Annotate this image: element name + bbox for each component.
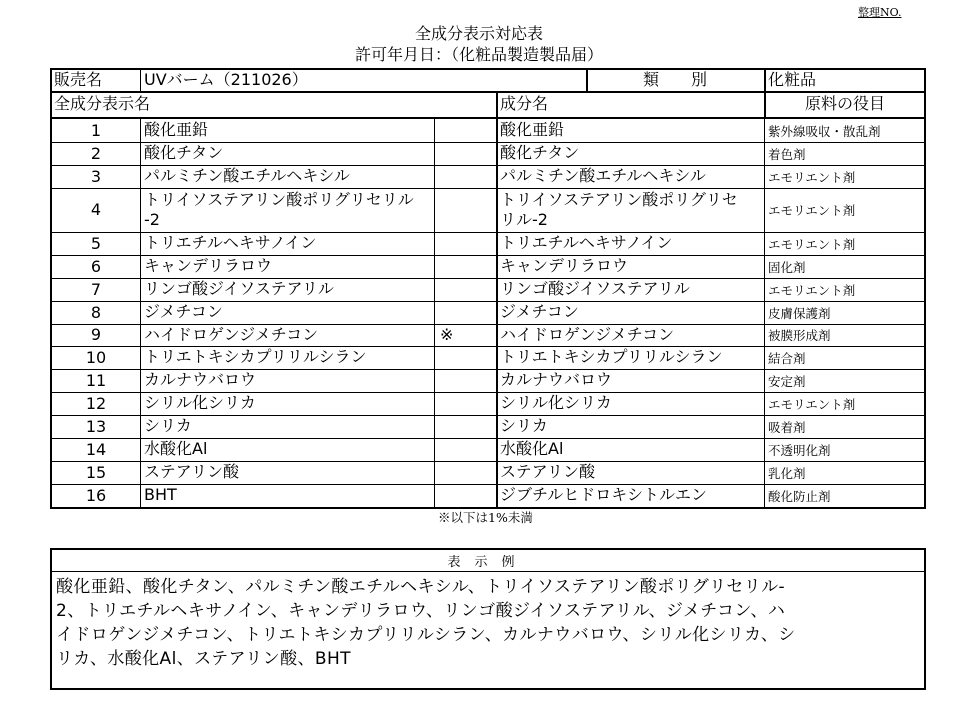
column-divider xyxy=(764,438,765,461)
threshold-mark: ※ xyxy=(440,325,454,344)
role-value: エモリエント剤 xyxy=(768,236,856,252)
column-divider xyxy=(496,301,498,324)
display-name: トリエトキシカプリリルシラン xyxy=(144,347,367,366)
ingredient-name-label: 成分名 xyxy=(500,94,549,113)
column-divider xyxy=(496,346,498,369)
column-divider xyxy=(496,392,498,415)
column-divider xyxy=(140,415,141,438)
row-rule xyxy=(50,188,926,189)
column-divider xyxy=(764,392,765,415)
row-number: 1 xyxy=(90,120,102,140)
column-divider xyxy=(140,165,141,188)
row-number: 5 xyxy=(90,233,102,253)
ingredient-name: シリカ xyxy=(500,416,548,435)
ingredient-name: 酸化亜鉛 xyxy=(500,120,565,139)
column-divider xyxy=(434,369,435,392)
ingredient-name: 水酸化Al xyxy=(500,439,564,458)
ingredient-name: ジメチコン xyxy=(500,302,579,321)
column-divider xyxy=(140,301,141,324)
column-divider xyxy=(434,232,435,255)
ingredient-name: リンゴ酸ジイソステアリル xyxy=(500,279,690,298)
example-heading: 表示例 xyxy=(447,555,529,570)
display-name: 水酸化Al xyxy=(144,439,208,458)
ingredient-name: キャンデリラロウ xyxy=(500,256,629,275)
role-value: 紫外線吸収・散乱剤 xyxy=(768,123,881,139)
column-divider xyxy=(434,392,435,415)
display-name: BHT xyxy=(144,485,177,504)
column-divider xyxy=(140,119,141,142)
column-divider xyxy=(140,346,141,369)
ingredient-name: トリエトキシカプリリルシラン xyxy=(500,347,723,366)
ingredient-name: カルナウバロウ xyxy=(500,370,613,389)
ingredient-name: リル-2 xyxy=(500,210,548,229)
role-value: エモリエント剤 xyxy=(768,203,856,218)
column-divider xyxy=(434,484,435,507)
header-divider xyxy=(140,68,141,91)
example-line: イドロゲンジメチコン、トリエトキシカプリリルシラン、カルナウバロウ、シリル化シリカ、シ xyxy=(56,625,796,645)
category-value: 化粧品 xyxy=(768,70,817,89)
column-divider xyxy=(764,278,765,301)
column-divider xyxy=(434,301,435,324)
column-divider xyxy=(496,119,498,142)
header-divider xyxy=(496,91,498,117)
column-divider xyxy=(140,438,141,461)
column-divider xyxy=(496,438,498,461)
column-divider xyxy=(140,232,141,255)
column-divider xyxy=(140,484,141,507)
row-number: 2 xyxy=(90,143,102,163)
display-name: トリイソステアリン酸ポリグリセリル xyxy=(144,190,414,209)
role-value: 乳化剤 xyxy=(768,465,806,481)
column-divider xyxy=(764,301,765,324)
role-value: エモリエント剤 xyxy=(768,169,856,185)
column-divider xyxy=(434,415,435,438)
column-divider xyxy=(764,142,765,165)
column-divider xyxy=(764,165,765,188)
column-divider xyxy=(764,232,765,255)
column-divider xyxy=(140,369,141,392)
header-rule xyxy=(50,117,926,119)
display-name: 酸化亜鉛 xyxy=(144,120,209,139)
row-number: 15 xyxy=(85,462,107,482)
column-divider xyxy=(434,188,435,232)
role-value: 酸化防止剤 xyxy=(768,488,831,504)
display-name: 酸化チタン xyxy=(144,143,224,162)
row-number: 12 xyxy=(85,393,107,413)
display-name: キャンデリラロウ xyxy=(144,256,273,275)
column-divider xyxy=(434,142,435,165)
header-rule xyxy=(50,91,926,93)
ingredient-name: ステアリン酸 xyxy=(500,462,596,481)
display-name: シリカ xyxy=(144,416,192,435)
column-divider xyxy=(764,188,765,232)
row-number: 6 xyxy=(90,256,102,276)
row-number: 11 xyxy=(85,370,107,390)
column-divider xyxy=(434,278,435,301)
display-name: シリル化シリカ xyxy=(144,393,256,412)
row-number: 8 xyxy=(90,302,102,322)
column-divider xyxy=(496,278,498,301)
document-number-label: 整理NO. xyxy=(858,6,902,19)
column-divider xyxy=(140,142,141,165)
column-divider xyxy=(140,324,141,346)
column-divider xyxy=(496,232,498,255)
example-line: リカ、水酸化Al、ステアリン酸、BHT xyxy=(56,649,351,669)
row-number: 14 xyxy=(85,439,107,459)
row-number: 4 xyxy=(90,200,102,219)
column-divider xyxy=(434,165,435,188)
column-divider xyxy=(496,484,498,507)
product-name: UVバーム（211026） xyxy=(144,70,308,89)
column-divider xyxy=(434,438,435,461)
column-divider xyxy=(764,484,765,507)
row-number: 9 xyxy=(90,325,102,344)
role-value: 安定剤 xyxy=(768,373,806,389)
ingredient-name: トリエチルヘキサノイン xyxy=(500,233,673,252)
example-divider xyxy=(52,571,924,572)
column-divider xyxy=(434,324,435,346)
column-divider xyxy=(140,278,141,301)
header-divider xyxy=(764,68,766,91)
column-divider xyxy=(496,415,498,438)
column-divider xyxy=(764,461,765,484)
role-value: エモリエント剤 xyxy=(768,282,856,298)
column-divider xyxy=(496,255,498,278)
footnote: ※以下は1%未満 xyxy=(438,510,533,525)
column-divider xyxy=(140,188,141,232)
role-value: 吸着剤 xyxy=(768,419,806,435)
column-divider xyxy=(764,346,765,369)
column-divider xyxy=(496,142,498,165)
column-divider xyxy=(764,119,765,142)
display-name: ハイドロゲンジメチコン xyxy=(144,325,319,344)
row-number: 7 xyxy=(90,279,102,299)
column-divider xyxy=(764,369,765,392)
header-divider xyxy=(586,68,588,91)
column-divider xyxy=(434,119,435,142)
display-name: トリエチルヘキサノイン xyxy=(144,233,317,252)
document-title: 全成分表示対応表 xyxy=(414,24,543,43)
column-divider xyxy=(140,461,141,484)
category-label: 類 別 xyxy=(642,70,707,89)
role-value: 不透明化剤 xyxy=(768,442,831,458)
column-divider xyxy=(764,324,765,346)
column-divider xyxy=(434,255,435,278)
display-name: パルミチン酸エチルヘキシル xyxy=(144,166,350,185)
role-value: エモリエント剤 xyxy=(768,396,856,412)
ingredient-name: パルミチン酸エチルヘキシル xyxy=(500,166,706,185)
role-value: 固化剤 xyxy=(768,259,806,275)
header-divider xyxy=(764,91,766,117)
row-number: 16 xyxy=(85,485,107,505)
column-divider xyxy=(764,415,765,438)
full-ingredient-label: 全成分表示名 xyxy=(54,94,151,113)
row-number: 10 xyxy=(85,347,107,367)
column-divider xyxy=(434,346,435,369)
ingredient-name: トリイソステアリン酸ポリグリセ xyxy=(500,190,738,209)
column-divider xyxy=(764,255,765,278)
example-line: 酸化亜鉛、酸化チタン、パルミチン酸エチルヘキシル、トリイソステアリン酸ポリグリセリル- xyxy=(56,577,786,597)
role-label: 原料の役目 xyxy=(804,94,885,113)
column-divider xyxy=(496,188,498,232)
display-name: リンゴ酸ジイソステアリル xyxy=(144,279,334,298)
ingredient-name: 酸化チタン xyxy=(500,143,580,162)
role-value: 着色剤 xyxy=(768,146,806,162)
column-divider xyxy=(496,165,498,188)
display-name: カルナウバロウ xyxy=(144,370,257,389)
role-value: 被膜形成剤 xyxy=(768,328,831,343)
role-value: 結合剤 xyxy=(768,350,806,366)
column-divider xyxy=(496,369,498,392)
column-divider xyxy=(140,255,141,278)
display-name: -2 xyxy=(144,210,160,229)
ingredient-name: ジブチルヒドロキシトルエン xyxy=(500,485,708,504)
example-line: 2、トリエチルヘキサノイン、キャンデリラロウ、リンゴ酸ジイソステアリル、ジメチコン、ハ xyxy=(56,601,786,621)
row-rule xyxy=(50,484,926,485)
column-divider xyxy=(434,461,435,484)
row-number: 13 xyxy=(85,416,107,436)
sales-name-label: 販売名 xyxy=(54,70,103,89)
column-divider xyxy=(140,392,141,415)
display-name: ステアリン酸 xyxy=(144,462,240,481)
document-subtitle: 許可年月日：（化粧品製造製品届） xyxy=(354,45,603,64)
row-number: 3 xyxy=(90,166,102,186)
ingredient-name: ハイドロゲンジメチコン xyxy=(500,325,675,344)
role-value: 皮膚保護剤 xyxy=(768,305,831,321)
ingredient-name: シリル化シリカ xyxy=(500,393,612,412)
column-divider xyxy=(496,461,498,484)
display-name: ジメチコン xyxy=(144,302,223,321)
column-divider xyxy=(496,324,498,346)
